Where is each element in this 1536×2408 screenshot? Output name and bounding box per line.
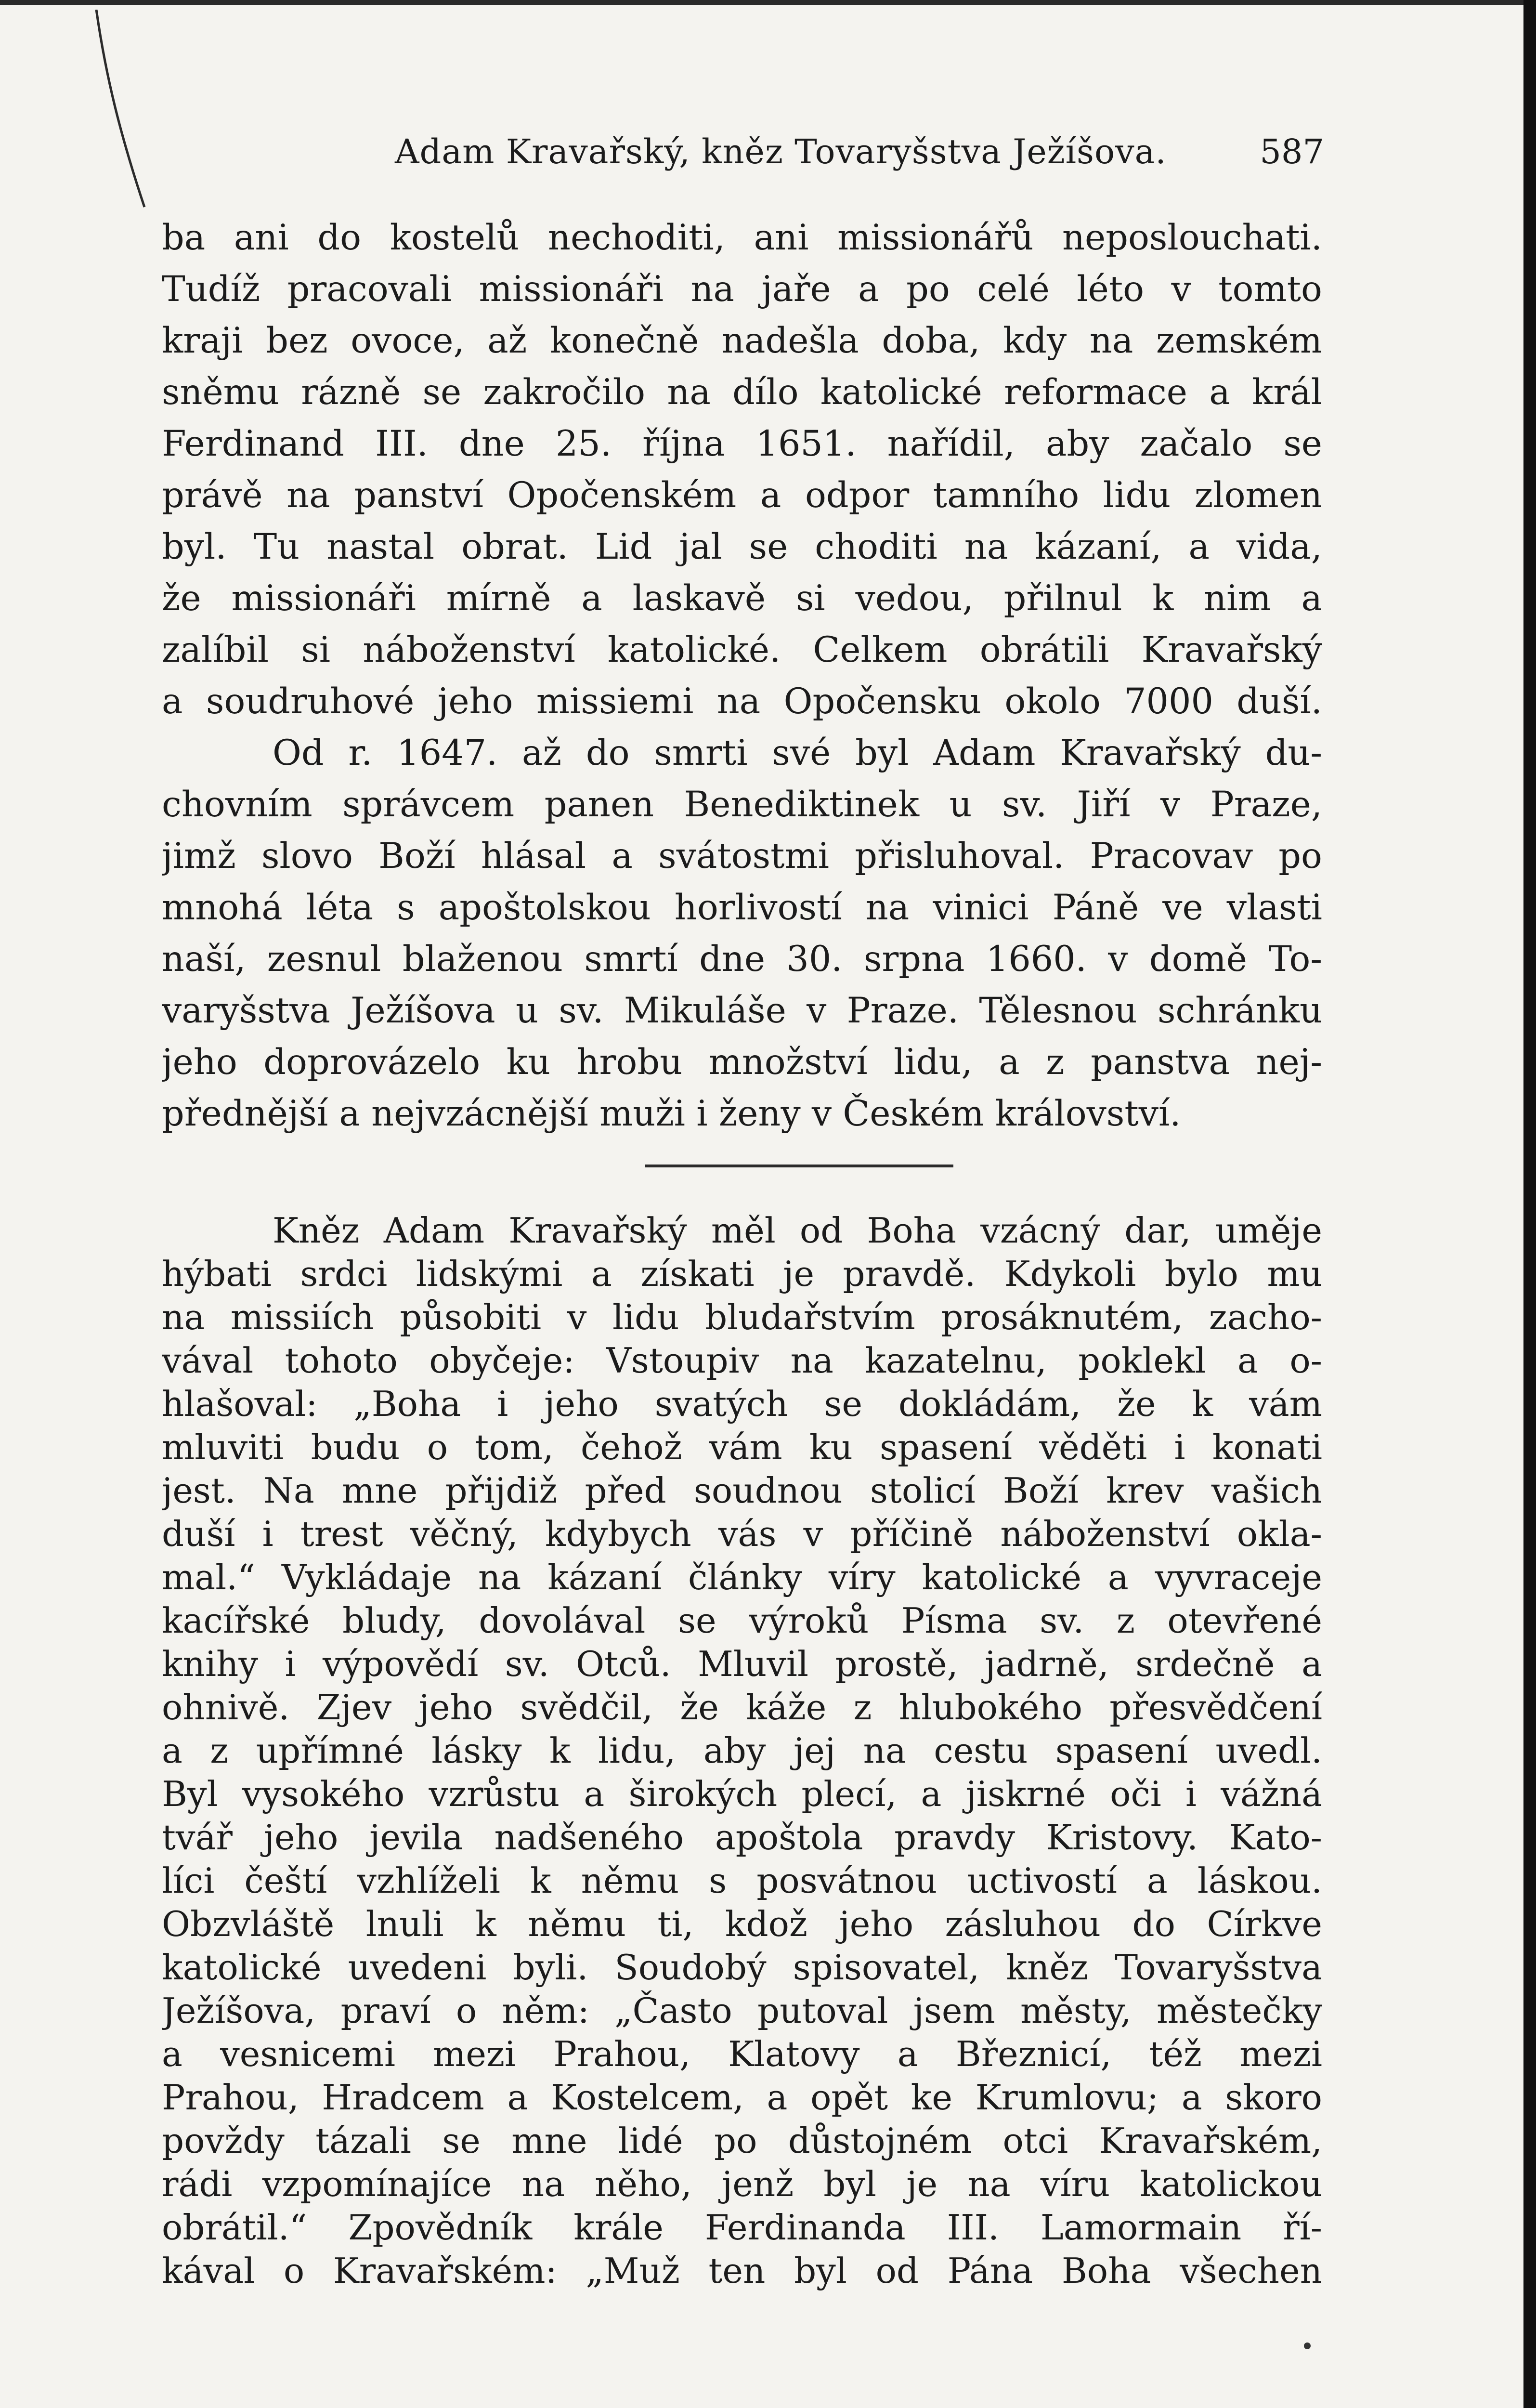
text-line: naší, zesnul blaženou smrtí dne 30. srpna 1660. v domě To-: [162, 939, 1322, 980]
text-line: obrátil.“ Zpovědník krále Ferdinanda III. Lamormain ří-: [162, 2207, 1322, 2248]
text-line: že missionáři mírně a laskavě si vedou, přilnul k nim a: [162, 578, 1322, 619]
text-line: mluviti budu o tom, čehož vám ku spasení věděti i konati: [162, 1427, 1322, 1467]
running-head-title: Adam Kravařský, kněz Tovaryšstva Ježíšova.: [395, 132, 1167, 171]
text-line: jeho doprovázelo ku hrobu množství lidu, a z panstva nej-: [162, 1042, 1322, 1083]
page-number: 587: [1260, 132, 1324, 171]
scan-speck: [1304, 2343, 1311, 2349]
lower-text-block: [162, 1209, 1322, 2292]
text-line: mnohá léta s apoštolskou horlivostí na vinici Páně ve vlasti: [162, 887, 1322, 928]
text-line: Prahou, Hradcem a Kostelcem, a opět ke Krumlovu; a skoro: [162, 2077, 1322, 2118]
text-line: líci čeští vzhlíželi k němu s posvátnou uctivostí a láskou.: [162, 1860, 1322, 1901]
text-line: sněmu rázně se zakročilo na dílo katolické reformace a král: [162, 372, 1322, 413]
section-separator: [645, 1165, 953, 1167]
text-line: na missiích působiti v lidu bludařstvím prosáknutém, zacho-: [162, 1297, 1322, 1337]
running-head: [159, 123, 1324, 181]
text-line: byl. Tu nastal obrat. Lid jal se choditi na kázaní, a vida,: [162, 526, 1322, 567]
text-line: Byl vysokého vzrůstu a širokých plecí, a jiskrné oči i vážná: [162, 1774, 1322, 1814]
text-line: povždy tázali se mne lidé po důstojném otci Kravařském,: [162, 2120, 1322, 2161]
text-line: knihy i výpovědí sv. Otců. Mluvil prostě, jadrně, srdečně a: [162, 1644, 1322, 1684]
scan-edge-right: [1523, 0, 1536, 2408]
text-line: jimž slovo Boží hlásal a svátostmi přisluhoval. Pracovav po: [162, 836, 1322, 877]
upper-text-block: [162, 212, 1322, 1139]
text-line: tvář jeho jevila nadšeného apoštola pravdy Kristovy. Kato-: [162, 1817, 1322, 1858]
text-line: chovním správcem panen Benediktinek u sv. Jiří v Praze,: [162, 784, 1322, 825]
text-line: kával o Kravařském: „Muž ten byl od Pána Boha všechen: [162, 2251, 1322, 2291]
text-line: jest. Na mne přijdiž před soudnou stolicí Boží krev vašich: [162, 1470, 1322, 1511]
text-line: a soudruhové jeho missiemi na Opočensku okolo 7000 duší.: [162, 681, 1322, 722]
text-line: právě na panství Opočenském a odpor tamního lidu zlomen: [162, 475, 1322, 516]
text-line: vával tohoto obyčeje: Vstoupiv na kazatelnu, poklekl a o-: [162, 1340, 1322, 1381]
text-line: hýbati srdci lidskými a získati je pravdě. Kdykoli bylo mu: [162, 1254, 1322, 1294]
text-line: ba ani do kostelů nechoditi, ani missionářů neposlouchati.: [162, 217, 1322, 258]
text-line: zalíbil si náboženství katolické. Celkem obrátili Kravařský: [162, 629, 1322, 670]
text-line: přednější a nejvzácnější muži i ženy v Českém království.: [162, 1093, 1181, 1134]
text-line: Kněz Adam Kravařský měl od Boha vzácný dar, uměje: [273, 1210, 1322, 1251]
text-line: duší i trest věčný, kdybych vás v příčině náboženství okla-: [162, 1514, 1322, 1554]
text-line: hlašoval: „Boha i jeho svatých se dokládám, že k vám: [162, 1384, 1322, 1424]
text-line: Ferdinand III. dne 25. října 1651. nařídil, aby začalo se: [162, 423, 1322, 464]
text-line: katolické uvedeni byli. Soudobý spisovatel, kněz Tovaryšstva: [162, 1947, 1322, 1988]
text-line: ohnivě. Zjev jeho svědčil, že káže z hlubokého přesvědčení: [162, 1687, 1322, 1727]
text-line: Od r. 1647. až do smrti své byl Adam Kravařský du-: [273, 733, 1322, 773]
text-line: mal.“ Vykládaje na kázaní články víry katolické a vyvraceje: [162, 1557, 1322, 1597]
text-line: kraji bez ovoce, až konečně nadešla doba, kdy na zemském: [162, 320, 1322, 361]
binding-shadow-curve: [91, 10, 149, 212]
text-line: rádi vzpomínajíce na něho, jenž byl je na víru katolickou: [162, 2164, 1322, 2204]
text-line: a vesnicemi mezi Prahou, Klatovy a Březnicí, též mezi: [162, 2034, 1322, 2074]
text-line: a z upřímné lásky k lidu, aby jej na cestu spasení uvedl.: [162, 1730, 1322, 1771]
text-line: Tudíž pracovali missionáři na jaře a po celé léto v tomto: [162, 269, 1322, 310]
text-line: Obzvláště lnuli k němu ti, kdož jeho zásluhou do Církve: [162, 1904, 1322, 1944]
text-line: Ježíšova, praví o něm: „Často putoval jsem městy, městečky: [162, 1990, 1322, 2031]
scan-edge-top: [0, 0, 1536, 5]
text-line: kacířské bludy, dovolával se výroků Písma sv. z otevřené: [162, 1600, 1322, 1641]
text-line: varyšstva Ježíšova u sv. Mikuláše v Praze. Tělesnou schránku: [162, 990, 1322, 1031]
